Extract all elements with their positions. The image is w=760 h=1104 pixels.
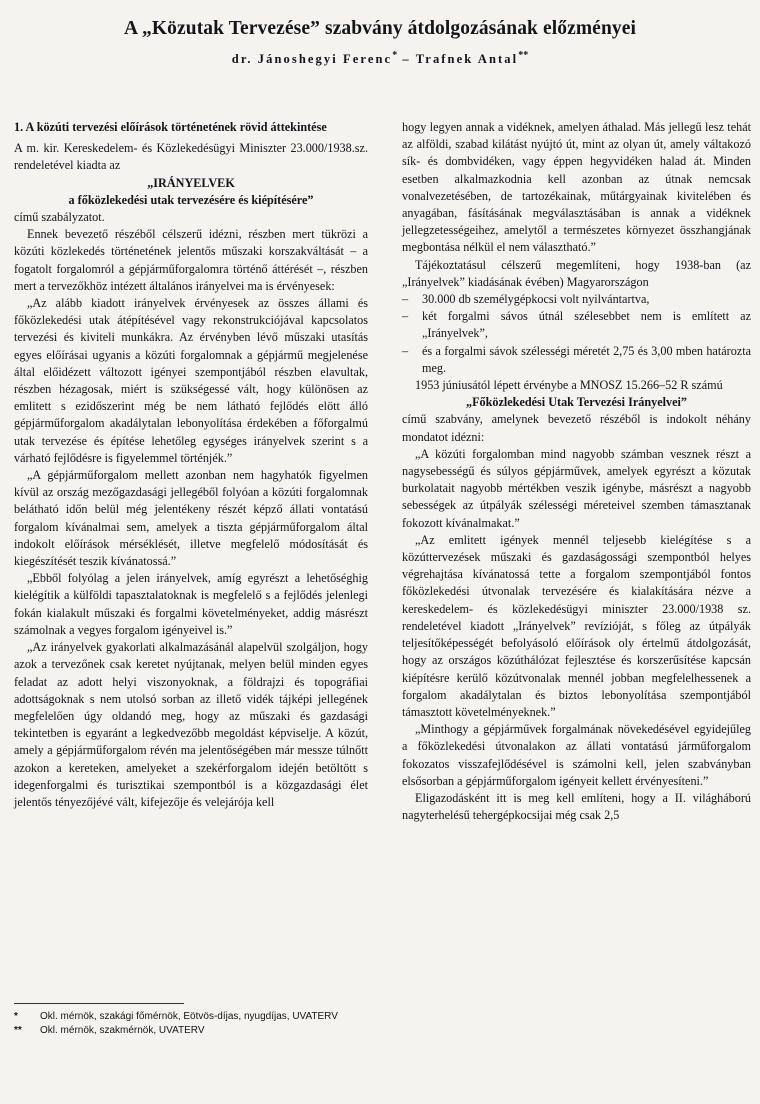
- paragraph: Ennek bevezető részéből célszerű idézni, részben mert tükrözi a közúti közlekedés történetének jelentős műszaki korszakváltását – a fogatolt forgalomról a gépjárműforgalomra történő áttérését –, részben mert a tervezőkhöz intézett általános irányelvei ma is érvényesek:: [14, 227, 368, 293]
- footnote-rule: [14, 1003, 184, 1004]
- quote-paragraph: „A gépjárműforgalom mellett azonban nem hagyhatók figyelmen kívül az ország mezőgazdasági jellegéből folyóan a közúti forgalomnak belátható időn belül még jelentékeny részét képző állati vontatású forgalom kívánalmai sem, amelyek a tiszta gépjárműforgalom által indokolt előírások mérséklését, illetve megfelelő módosítását és kiegészítését teszik kívánatossá.”: [14, 468, 368, 569]
- quote-paragraph: „Minthogy a gépjárművek forgalmának növekedésével egyidejűleg a főközlekedési útvonalakon az állati vontatású járműforgalom fokozatos visszafejlődésével is számolni kell, jelen szabványban elsősorban a gépjárműforgalom igényeit kellett érvényesíteni.”: [402, 722, 751, 788]
- author-1: dr. Jánoshegyi Ferenc: [231, 52, 393, 67]
- right-column: [402, 119, 751, 824]
- footnote-mark: **: [14, 1025, 22, 1036]
- paragraph: című szabályzatot.: [14, 210, 105, 225]
- list-dash: –: [402, 309, 409, 324]
- paragraph: Eligazodásként itt is meg kell említeni, hogy a II. világháború nagyterhelésű tehergépkocsijai még csak 2,5: [402, 790, 751, 823]
- quote-paragraph: „Az irányelvek gyakorlati alkalmazásánál alapelvül szolgáljon, hogy azok a tervezőnek csak keretet nyújtanak, melyen belül minden egyes feladat az adott helyi viszonyoknak, a földrajzi és topográfiai adottságoknak s nem utolsó sorban az illető vidék tájképi jellegének megfelelően úgy oldandó meg, hogy az műszaki és gazdasági tekintetben is egyaránt a legkedvezőbb megoldást képviselje. A közút, amely a gépjárműforgalom révén ma jelentőségében már messze túlnőtt azokon a kereteken, amelyeket a szekérforgalom idején betöltött s idegenforgalmi és turisztikai szempontból is a közgazdasági élet jelentős tényezőjévé vált, kifejezője és velejárója kell: [14, 640, 368, 809]
- footnote-text: Okl. mérnök, szakági főmérnök, Eötvös-díjas, nyugdíjas, UVATERV: [40, 1011, 338, 1022]
- list-item: [402, 291, 751, 308]
- paragraph: A m. kir. Kereskedelem- és Közlekedésügyi Miniszter 23.000/1938.sz. rendeletével kiadta az: [14, 141, 368, 173]
- paragraph: című szabvány, amelynek bevezető részéből is indokolt néhány mondatot idézni:: [402, 412, 751, 444]
- paragraph: hogy legyen annak a vidéknek, amelyen áthalad. Más jellegű lesz tehát az alföldi, szabad kilátást nyújtó út, mint az olyan út, amely váltakozó sík- és dombvidéken, vagy éppen hegyvidéken halad át. Minden esetben alkalmazkodnia kell azonban az útnak nemcsak vonalvezetésében, de tartozékainak, műtárgyainak kivitelében és anyagában, fásításának megválasztásában is annak a vidéknek jellegzetességeihez, amelytől a természetes környezet összhangjának megbontása nélkül el nem választható.”: [402, 120, 751, 255]
- article-title: A „Közutak Tervezése” szabvány átdolgozásának előzményei: [123, 18, 637, 39]
- quote-paragraph: „Az alább kiadott irányelvek érvényesek az összes állami és főközlekedési utak átépítésével vagy rekonstrukciójával kapcsolatos tervezési és kiviteli munkákra. Az érvényben lévő műszaki utasítás egyes előírásai ugyanis a közúti forgalomnak a gépjármű megjelenése által előidézett változott igényei szempontjából részben elavultak, részben hézagosak, miért is szükségessé vált, hogy különösen az emlitett s ezidőszerint még be nem látható fejlődés elött álló gépjárműforgalom akadálytalan lebonyolítása érdekében a főforgalmú utak tervezése és építése lehetőleg egységes irányelvek szerint s a várható fejlődésre is figyelemmel történjék.”: [14, 296, 368, 465]
- author-2: Trafnek Antal: [415, 52, 519, 67]
- quote-paragraph: „A közúti forgalomban mind nagyobb számban vesznek részt a nagysebességű és súlyos gépjárművek, amelyek egyrészt a közutak burkolatait nagyobb mértékben veszik igénybe, másrészt a nagyobb sebességek az útpályák szélességi méreteivel szemben támasztanak fokozott kívánalmakat.”: [402, 446, 751, 530]
- list-item: [402, 343, 751, 377]
- list-item-text: és a forgalmi sávok szélességi méretét 2,75 és 3,00 mben határozta meg.: [422, 343, 751, 375]
- decree-title-line-1: „IRÁNYELVEK: [147, 175, 235, 190]
- footnote-mark: *: [14, 1011, 18, 1022]
- list-dash: –: [402, 343, 409, 358]
- paragraph: Tájékoztatásul célszerű megemlíteni, hogy 1938-ban (az „Irányelvek” kiadásának évében) Magyarországon: [402, 257, 751, 289]
- footnote-text: Okl. mérnök, szakmérnök, UVATERV: [40, 1025, 205, 1036]
- left-column: [14, 119, 368, 811]
- standard-title: „Főközlekedési Utak Tervezési Irányelvei”: [465, 395, 688, 410]
- footnote: [14, 1010, 374, 1024]
- author-line: [0, 50, 760, 67]
- footnote: [14, 1024, 374, 1038]
- author-2-footnote-mark: **: [518, 50, 529, 61]
- paragraph: 1953 júniusától lépett érvénybe a MNOSZ 15.266–52 R számú: [415, 378, 723, 393]
- list-item: [402, 308, 751, 342]
- author-separator: –: [402, 52, 411, 67]
- footnotes: [14, 1010, 374, 1038]
- list-item-text: két forgalmi sávos útnál szélesebbet nem is említett az „Irányelvek”,: [422, 309, 751, 341]
- list-item-text: 30.000 db személygépkocsi volt nyilvántartva,: [422, 292, 650, 307]
- author-1-footnote-mark: *: [392, 50, 398, 61]
- decree-title-line-2: a főközlekedési utak tervezésére és kiépítésére”: [68, 192, 314, 207]
- quote-paragraph: „Az emlitett igények mennél teljesebb kielégítése s a közúttervezések műszaki és gazdaságossági szempontból helyes végrehajtása kívánatossá tette a forgalom szempontjából fontos főközlekedési útvonalak tervezésére és kialakítására nézve a kereskedelem- és közlekedésügyi miniszter 23.000/1938 sz. rendeletével kiadott „Irányelvek” revízióját, s főleg az útpályák teljesítőképességét befolyásoló előírások oly értelmű átdolgozását, hogy az országos közúthálózat fejlesztése és korszerűsítése kapcsán kiépítésre kerülő közútvonalak mennél jobban megfelelhessenek a forgalom akadálytalan és biztos lebonyolítása szempontjából támasztott követelményeknek.”: [402, 532, 751, 719]
- quote-paragraph: „Ebből folyólag a jelen irányelvek, amíg egyrészt a lehetőséghig kielégítik a külföldi tapasztalatoknak is megfelelő s a fejlődés jelenlegi fokán kialakult műszaki és forgalmi követelményeket, addig másrészt számolnak a vegyes forgalom igényeivel is.”: [14, 571, 368, 637]
- section-heading: 1. A közúti tervezési előírások történetének rövid áttekintése: [14, 120, 327, 134]
- list-dash: –: [402, 292, 409, 307]
